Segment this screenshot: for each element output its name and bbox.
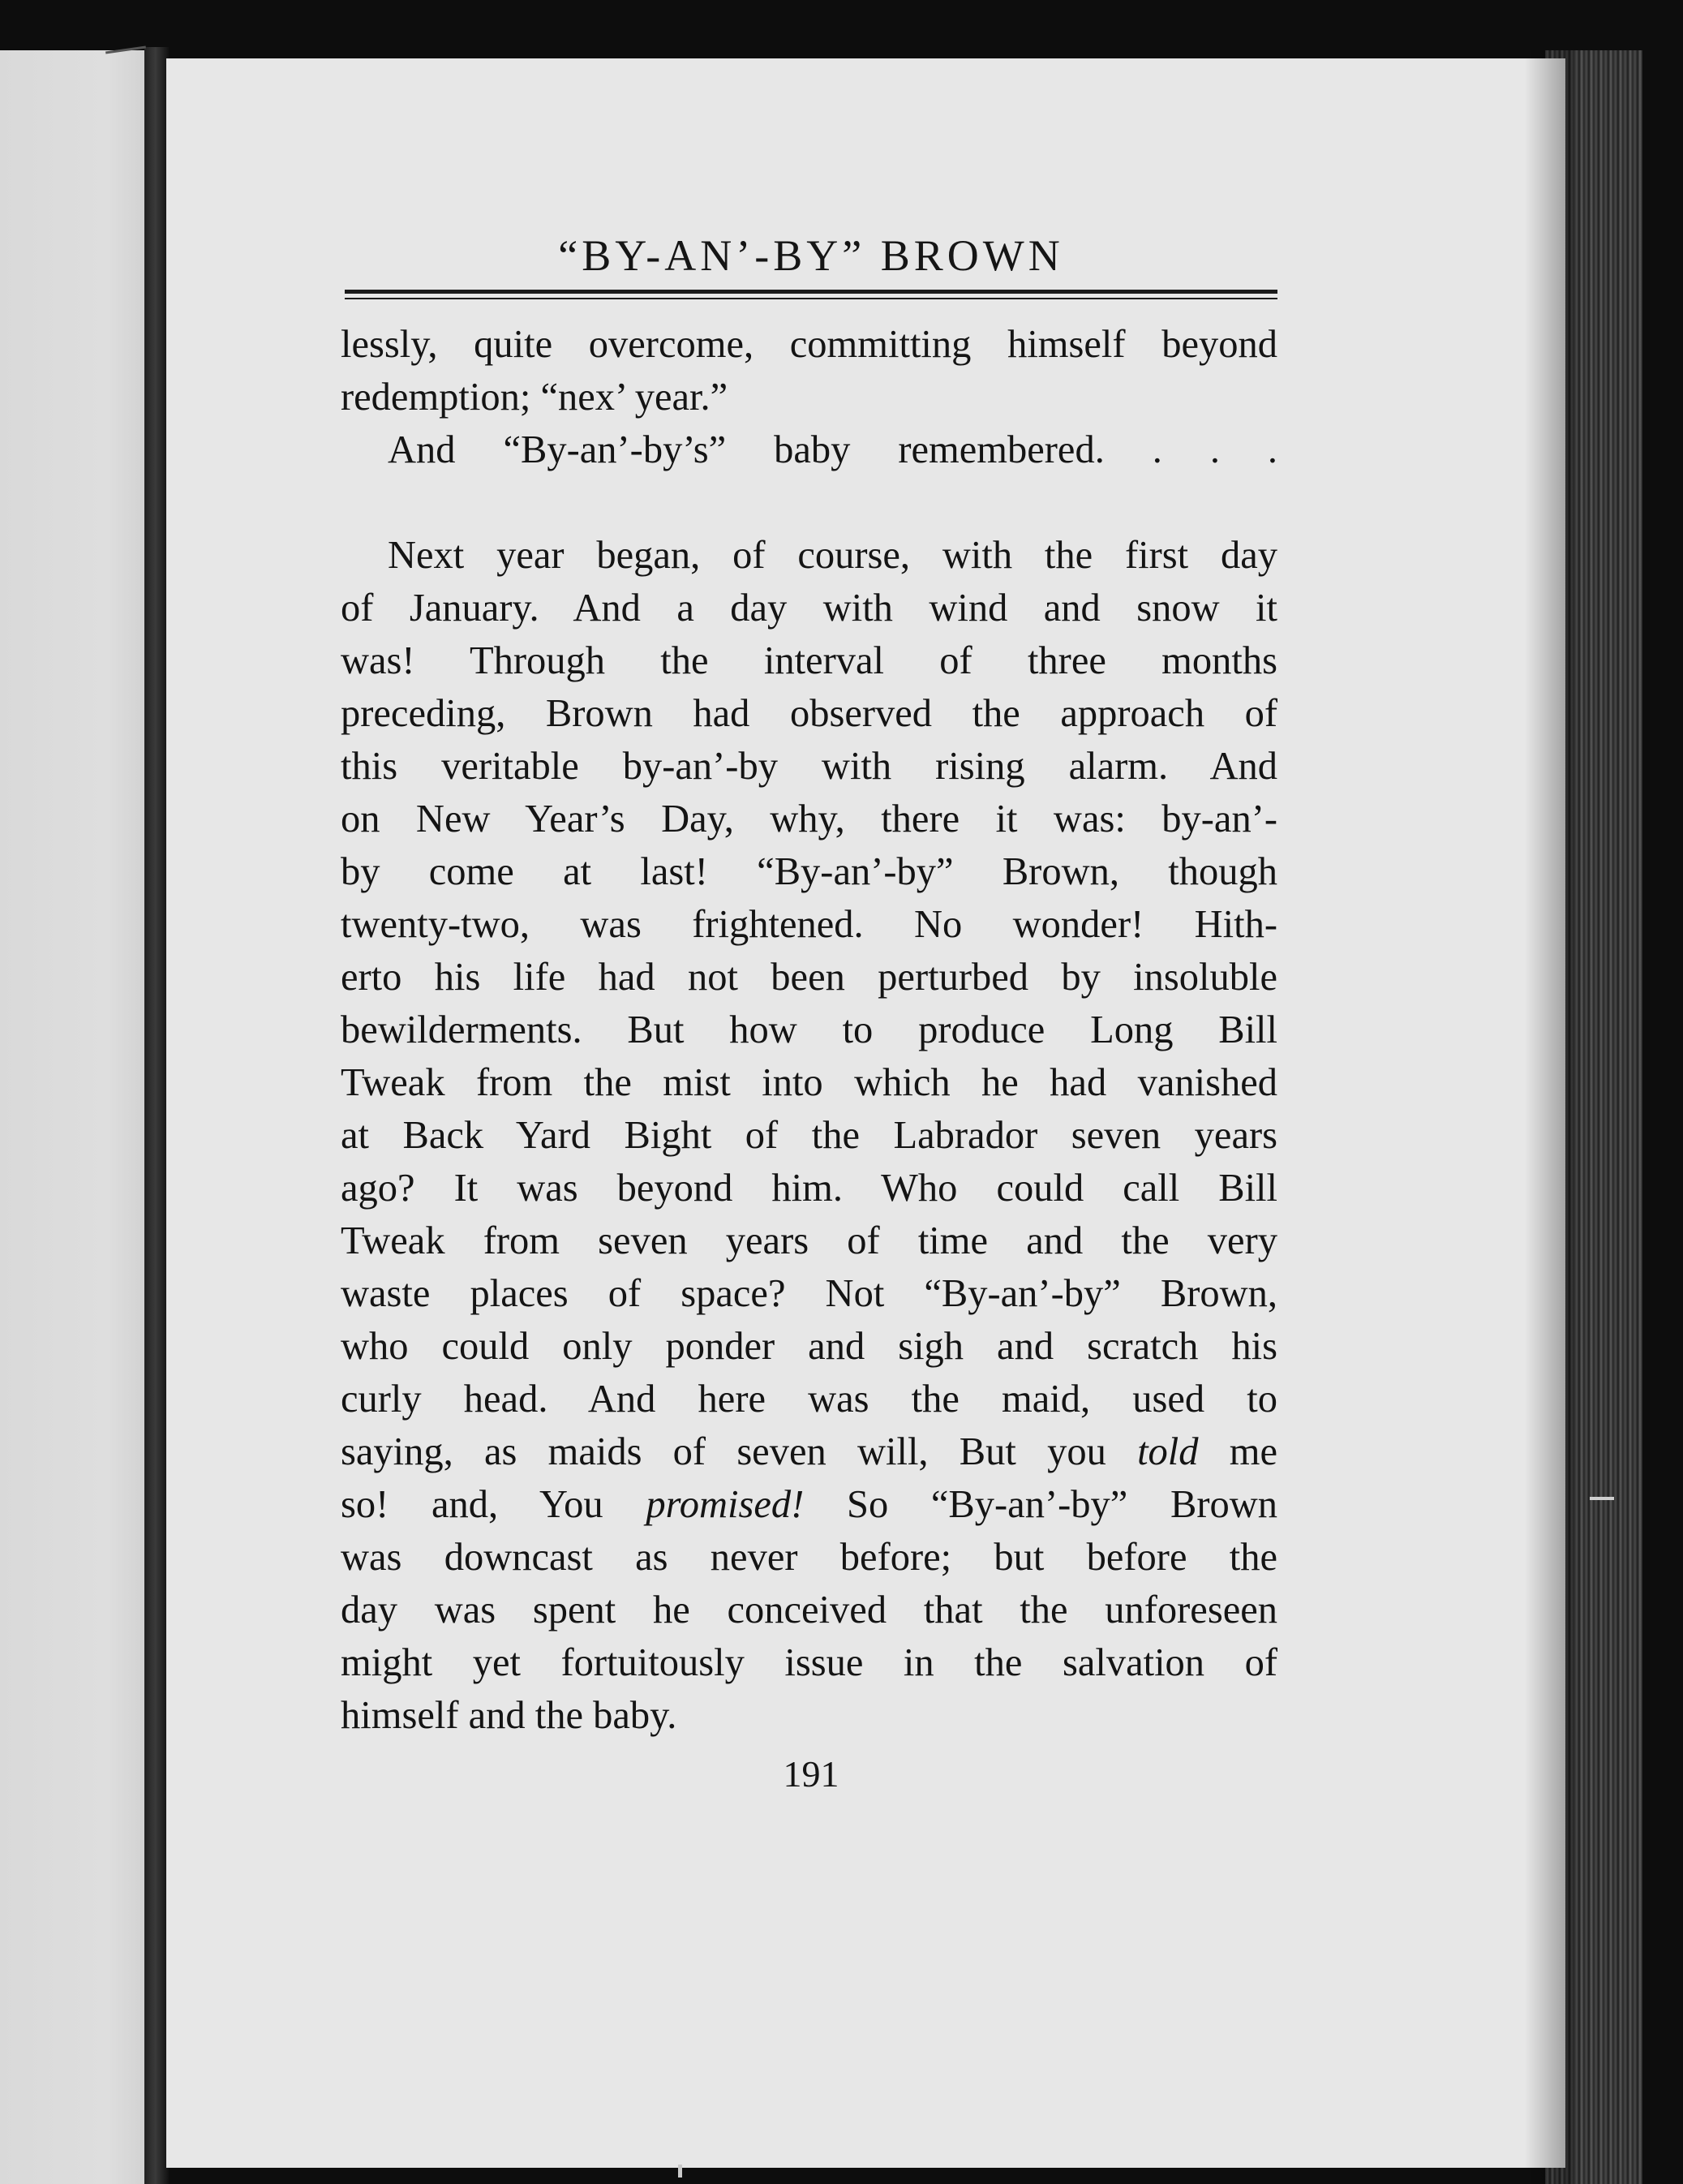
text-line: saying, as maids of seven will, But you told me — [341, 1430, 1277, 1473]
emphasis: promised! — [646, 1483, 805, 1526]
text-line: Tweak from seven years of time and the very — [341, 1219, 1277, 1262]
text-line: on New Year’s Day, why, there it was: by-an’- — [341, 798, 1277, 840]
text-line: day was spent he conceived that the unforeseen — [341, 1589, 1277, 1632]
text-line: was! Through the interval of three months — [341, 639, 1277, 682]
book-gutter — [144, 47, 169, 2184]
running-head: “BY-AN’-BY” BROWN — [558, 231, 1064, 280]
text-line: Next year began, of course, with the first day — [388, 534, 1277, 577]
text-line: preceding, Brown had observed the approach of — [341, 692, 1277, 735]
text-line: who could only ponder and sigh and scratch his — [341, 1325, 1277, 1368]
text-line: bewilderments. But how to produce Long Bill — [341, 1008, 1277, 1051]
emphasis: told — [1137, 1430, 1199, 1473]
body-text — [341, 318, 1277, 1742]
text-line: ago? It was beyond him. Who could call Bill — [341, 1167, 1277, 1210]
text-line: curly head. And here was the maid, used to — [341, 1378, 1277, 1421]
text-line: erto his life had not been perturbed by insoluble — [341, 956, 1277, 999]
text-line: twenty-two, was frightened. No wonder! Hith- — [341, 903, 1277, 946]
scan-artifact-mark — [1590, 1497, 1614, 1500]
text-line: redemption; “nex’ year.” — [341, 376, 728, 419]
text-line: lessly, quite overcome, committing himself beyond — [341, 323, 1277, 366]
text-line: at Back Yard Bight of the Labrador seven years — [341, 1114, 1277, 1157]
text-line: himself and the baby. — [341, 1694, 677, 1737]
header-rule-thin — [345, 298, 1277, 299]
page-edge-shadow — [1525, 50, 1574, 2184]
text-line: might yet fortuitously issue in the salvation of — [341, 1641, 1277, 1684]
text-line: And “By-an’-by’s” baby remembered. . . . — [388, 428, 1277, 471]
scan-artifact-mark — [678, 2165, 682, 2178]
text-line: this veritable by-an’-by with rising alarm. And — [341, 745, 1277, 788]
header-rule-thick — [345, 290, 1277, 294]
text-line: so! and, You promised! So “By-an’-by” Brown — [341, 1483, 1277, 1526]
page-number: 191 — [783, 1753, 839, 1795]
paragraph-gap — [341, 476, 1277, 529]
text-line: by come at last! “By-an’-by” Brown, though — [341, 850, 1277, 893]
text-line: waste places of space? Not “By-an’-by” Brown, — [341, 1272, 1277, 1315]
text-line: Tweak from the mist into which he had vanished — [341, 1061, 1277, 1104]
text-line: of January. And a day with wind and snow it — [341, 587, 1277, 630]
text-line: was downcast as never before; but before the — [341, 1536, 1277, 1579]
facing-page-edge — [0, 50, 154, 2184]
